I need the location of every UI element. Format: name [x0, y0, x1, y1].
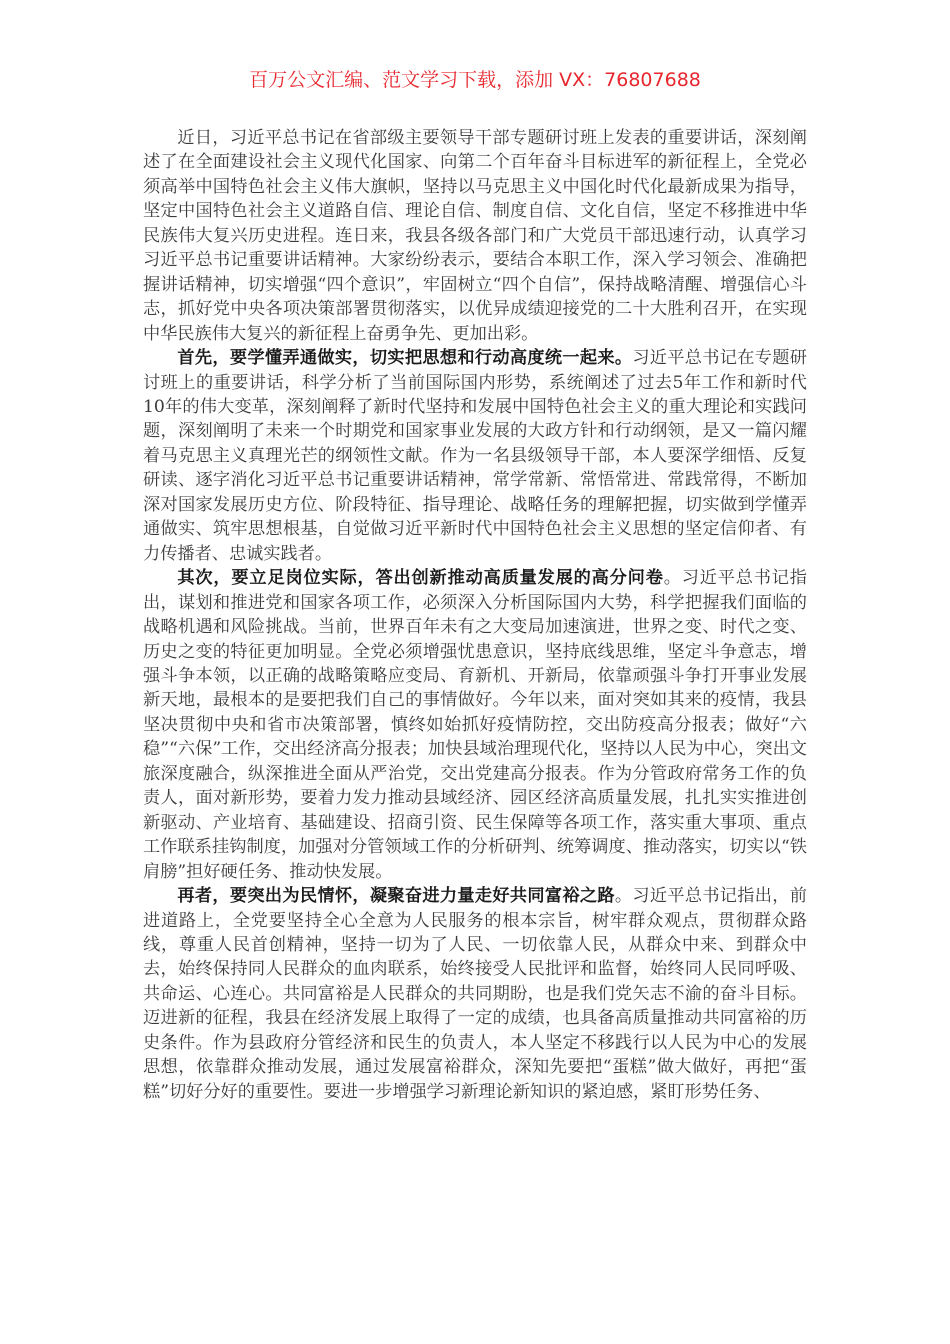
paragraph-lead: 首先，要学懂弄通做实，切实把思想和行动高度统一起来。 — [177, 348, 633, 369]
paragraph-second — [143, 566, 807, 884]
paragraph-text: 。习近平总书记指出，前进道路上，全党要坚持全心全意为人民服务的根本宗旨，树牢群众观点，贯彻群众路线，尊重人民首创精神，坚持一切为了人民、一切依靠人民，从群众中来、到群众中去，始终保持同人民群众的血肉联系，始终接受人民批评和监督，始终同人民同呼吸、共命运、心连心。共同富裕是人民群众的共同期盼，也是我们党矢志不渝的奋斗目标。迈进新的征程，我县在经济发展上取得了一定的成绩，也具备高质量推动共同富裕的历史条件。作为县政府分管经济和民生的负责人，本人坚定不移践行以人民为中心的发展思想，依靠群众推动发展，通过发展富裕群众，深知先要把“蛋糕”做大做好，再把“蛋糕”切好分好的重要性。要进一步增强学习新理论新知识的紧迫感，紧盯形势任务、 — [143, 886, 807, 1102]
paragraph-text: 。习近平总书记指出，谋划和推进党和国家各项工作，必须深入分析国际国内大势，科学把握我们面临的战略机遇和风险挑战。当前，世界百年未有之大变局加速演进，世界之变、时代之变、历史之变的特征更加明显。全党必须增强忧患意识，坚持底线思维，坚定斗争意志，增强斗争本领，以正确的战略策略应变局、育新机、开新局，依靠顽强斗争打开事业发展新天地，最根本的是要把我们自己的事情做好。今年以来，面对突如其来的疫情，我县坚决贯彻中央和省市决策部署，慎终如始抓好疫情防控，交出防疫高分报表；做好“六稳”“六保”工作，交出经济高分报表；加快县域治理现代化，坚持以人民为中心，突出文旅深度融合，纵深推进全面从严治党，交出党建高分报表。作为分管政府常务工作的负责人，面对新形势，要着力发力推动县域经济、园区经济高质量发展，扎扎实实推进创新驱动、产业培育、基础建设、招商引资、民生保障等各项工作，落实重大事项、重点工作联系挂钩制度，加强对分管领域工作的分析研判、统筹调度、推动落实，切实以“铁肩膀”担好硬任务、推动快发展。 — [143, 568, 807, 882]
document-body — [143, 126, 807, 1104]
paragraph-first — [143, 346, 807, 566]
paragraph-text: 近日，习近平总书记在省部级主要领导干部专题研讨班上发表的重要讲话，深刻阐述了在全面建设社会主义现代化国家、向第二个百年奋斗目标进军的新征程上，全党必须高举中国特色社会主义伟大旗帜，坚持以马克思主义中国化时代化最新成果为指导，坚定中国特色社会主义道路自信、理论自信、制度自信、文化自信，坚定不移推进中华民族伟大复兴历史进程。连日来，我县各级各部门和广大党员干部迅速行动，认真学习习近平总书记重要讲话精神。大家纷纷表示，要结合本职工作，深入学习领会、准确把握讲话精神，切实增强“四个意识”，牢固树立“四个自信”，保持战略清醒、增强信心斗志，抓好党中央各项决策部署贯彻落实，以优异成绩迎接党的二十大胜利召开，在实现中华民族伟大复兴的新征程上奋勇争先、更加出彩。 — [143, 128, 807, 344]
paragraph-lead: 其次，要立足岗位实际，答出创新推动高质量发展的高分问卷 — [177, 568, 664, 589]
paragraph-intro — [143, 126, 807, 346]
paragraph-text: 习近平总书记在专题研讨班上的重要讲话，科学分析了当前国际国内形势，系统阐述了过去5年工作和新时代10年的伟大变革，深刻阐释了新时代坚持和发展中国特色社会主义的重大理论和实践问题，深刻阐明了未来一个时期党和国家事业发展的大政方针和行动纲领，是又一篇闪耀着马克思主义真理光芒的纲领性文献。作为一名县级领导干部，本人要深学细悟、反复研读、逐字消化习近平总书记重要讲话精神，常学常新、常悟常进、常践常得，不断加深对国家发展历史方位、阶段特征、指导理论、战略任务的理解把握，切实做到学懂弄通做实、筑牢思想根基，自觉做习近平新时代中国特色社会主义思想的坚定信仰者、有力传播者、忠诚实践者。 — [143, 348, 807, 564]
watermark-banner: 百万公文汇编、范文学习下载，添加 VX：76807688 — [249, 69, 701, 91]
paragraph-third — [143, 884, 807, 1104]
paragraph-lead: 再者，要突出为民情怀，凝聚奋进力量走好共同富裕之路 — [177, 886, 615, 907]
